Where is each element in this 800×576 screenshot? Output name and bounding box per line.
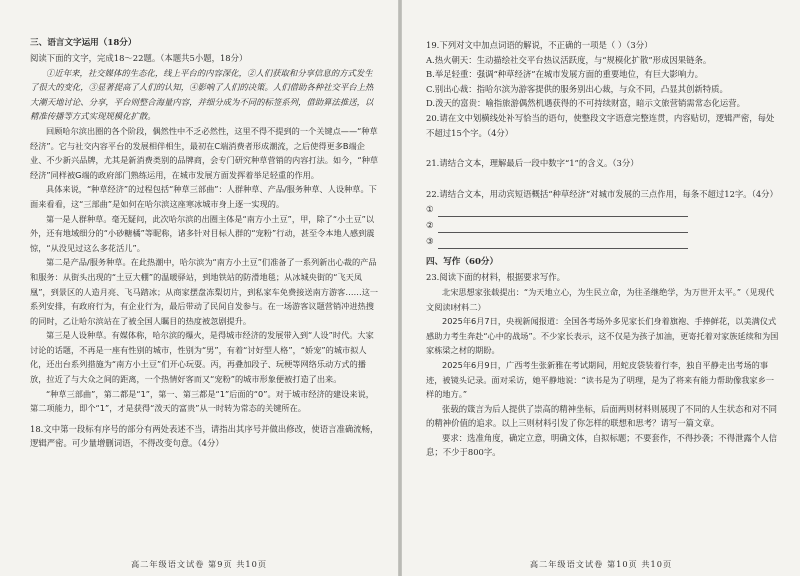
question-19: 19.下列对文中加点词语的解说，不正确的一项是（ ）（3分） <box>426 40 653 50</box>
passage-paragraph-1: ①近年来，社交媒体的生态化，线上平台的内容深化，②人们获取和分享信息的方式发生了很大的变化，③显著提高了人们的认知，④影响了人们的决策。人们借助各种社交平台上热大潮天地讨论、分享，平台则整合海量内容，并细分成为不同的标签系列，借助算法推送，以精准传播等方式实现规模化扩散。 <box>30 67 374 122</box>
reading-intro: 阅读下面的文字，完成18～22题。（本题共5小题，18分） <box>30 53 248 63</box>
news-item-1: 2025年6月7日，央视新闻报道：全国各考场外多见家长们身着旗袍、手捧鲜花，以美满仪式感助力考生奔赴“心中的战场”。不少家长表示，这不仅是为孩子加油，更寄托着对家族延续和为国家栋梁之材的期盼。 <box>426 316 779 356</box>
question-18: 18.文中第一段标有序号的部分有两处表述不当，请指出其序号并做出修改，使语言准确流畅，逻辑严密。可少量增删词语，不得改变句意。（4分） <box>30 423 379 449</box>
option-d: D.泼天的富贵：喻指旅游偶然机遇获得的不可持续财富，暗示文旅营销需常态化运营。 <box>426 98 745 109</box>
question-22: 22.请结合文本，用动宾短语概括“种草经济”对城市发展的三点作用，每条不超过12字。（4分） <box>426 188 778 199</box>
passage-paragraph-5: 第二是产品/服务种草。在此热潮中，哈尔滨为“南方小土豆”们准备了一系列新出心裁的产品和服务：从街头出现的“土豆大棚”的温暖驿站，到地铁站的防滑地毯；从冰城央街的“飞天凤凰”，到景区的人造月亮、飞马踏冰；从商家摆盘冻梨切片，到私家车免费接送南方游客……这一系列安排，有政府行为，有企业行为，最后带动了民间自发参与。在一场游客议题营销冲进热搜的同时，乙让哈尔滨站在了被全国人瞩目的热度被忽剧提升。 <box>30 257 379 326</box>
option-c: C.别出心裁：指哈尔滨为游客提供的服务别出心裁，与众不同，凸显其创新特质。 <box>426 83 728 94</box>
answer-line-2[interactable]: ② <box>426 217 780 233</box>
passage-paragraph-6: 第三是人设种草。有媒体称，哈尔滨的爆火，是得城市经济的发展带入到“人设”时代。大家讨论的话题，不再是一座有性别的城市，性别为“男”，有着“讨好型人格”，“娇宠”的城市拟人化，还出台系列措施为“南方小土豆”们开心玩耍。丙，再叠加段子、玩梗等网络乐动方式的播放，拉近了与大众之间的距离，一个热情好客而又“宠粉”的城市形象便被打造了出来。 <box>30 330 374 385</box>
page-footer-right: 高二年级语文试卷 第10页 共10页 <box>529 559 673 569</box>
left-page <box>0 0 398 576</box>
writing-prompt: 张载的箴言为后人提供了崇高的精神坐标，后面两则材料则展现了不同的人生状态和对不同的精神价值的追求。以上三则材料引发了你怎样的联想和思考？请写一篇文章。 <box>426 403 777 429</box>
answer-line-3[interactable]: ③ <box>426 233 780 249</box>
passage-paragraph-7: “种草三部曲”，第二都是“1”，第一、第三都是“1”后面的“0”。对于城市经济的建设来说，第二项能力，即个“1”，才是获得“泼天的富贵”从一时转为常态的关键所在。 <box>30 388 374 414</box>
question-21: 21.请结合文本，理解最后一段中数字“1”的含义。（3分） <box>426 158 639 169</box>
writing-requirements: 要求：选准角度，确定立意，明确文体，自拟标题；不要套作，不得抄袭；不得泄露个人信息；不少于800字。 <box>426 432 777 458</box>
right-page <box>402 0 800 576</box>
section-heading: 三、语言文字运用（18分） <box>30 38 137 48</box>
answer-line-1[interactable]: ① <box>426 201 780 217</box>
passage-paragraph-3: 具体来说，“种草经济”的过程包括“种草三部曲”：人群种草、产品/服务种草、人设种草。下面来看看，这“三部曲”是如何在哈尔滨这座寒冰城市身上逐一实现的。 <box>30 184 377 209</box>
page-footer-left: 高二年级语文试卷 第9页 共10页 <box>130 559 268 569</box>
zhangzai-quote: 北宋思想家张载提出：“为天地立心，为生民立命，为往圣继绝学，为万世开太平。”（见现代文阅读Ⅰ材料二） <box>426 286 774 312</box>
question-20: 20.请在文中划横线处补写恰当的语句，使整段文字语意完整连贯，内容贴切，逻辑严密，每处不超过15个字。（4分） <box>426 112 775 138</box>
passage-paragraph-4: 第一是人群种草。毫无疑问，此次哈尔滨的出圈主体是“南方小土豆”，甲，除了“小土豆”以外，还有地域细分的“小砂糖橘”等昵称，诸多针对目标人群的“宠粉”行动，甚至令本地人感到震惊，“从没见过这么多花活儿”。 <box>30 213 375 253</box>
writing-section-heading: 四、写作（60分） <box>426 257 499 268</box>
passage-paragraph-2: 回顾哈尔滨出圈的各个阶段，偶然性中不乏必然性，这里不得不提到的一个关键点——“种草经济”。它与社交内容平台的发展相伴相生，最初在C端消费者形成潮流，之后使得更多B端企业、不少新兴品牌，尤其是新消费类别的品牌商，会专门研究种草营销的内容打法。如今，“种草经济”同样被G端的政府部门熟练运用，在城市发展方面发挥着举足轻重的作用。 <box>30 125 379 180</box>
option-a: A.热火朝天：生动描绘社交平台热议活跃度，与“规模化扩散”形成因果链条。 <box>426 54 712 65</box>
question-23: 23.阅读下面的材料，根据要求写作。 <box>426 272 565 283</box>
news-item-2: 2025年6月9日，广西考生张新雅在考试期间，用蛇皮袋装着行李，独自平静走出考场的事迹，被镜头记录。面对采访，她平静地说：“读书是为了明理，是为了将来有能力帮助像我家乡一样的地方。” <box>426 359 775 400</box>
option-b: B.举足轻重：强调“种草经济”在城市发展方面的重要地位，有巨大影响力。 <box>426 69 704 80</box>
